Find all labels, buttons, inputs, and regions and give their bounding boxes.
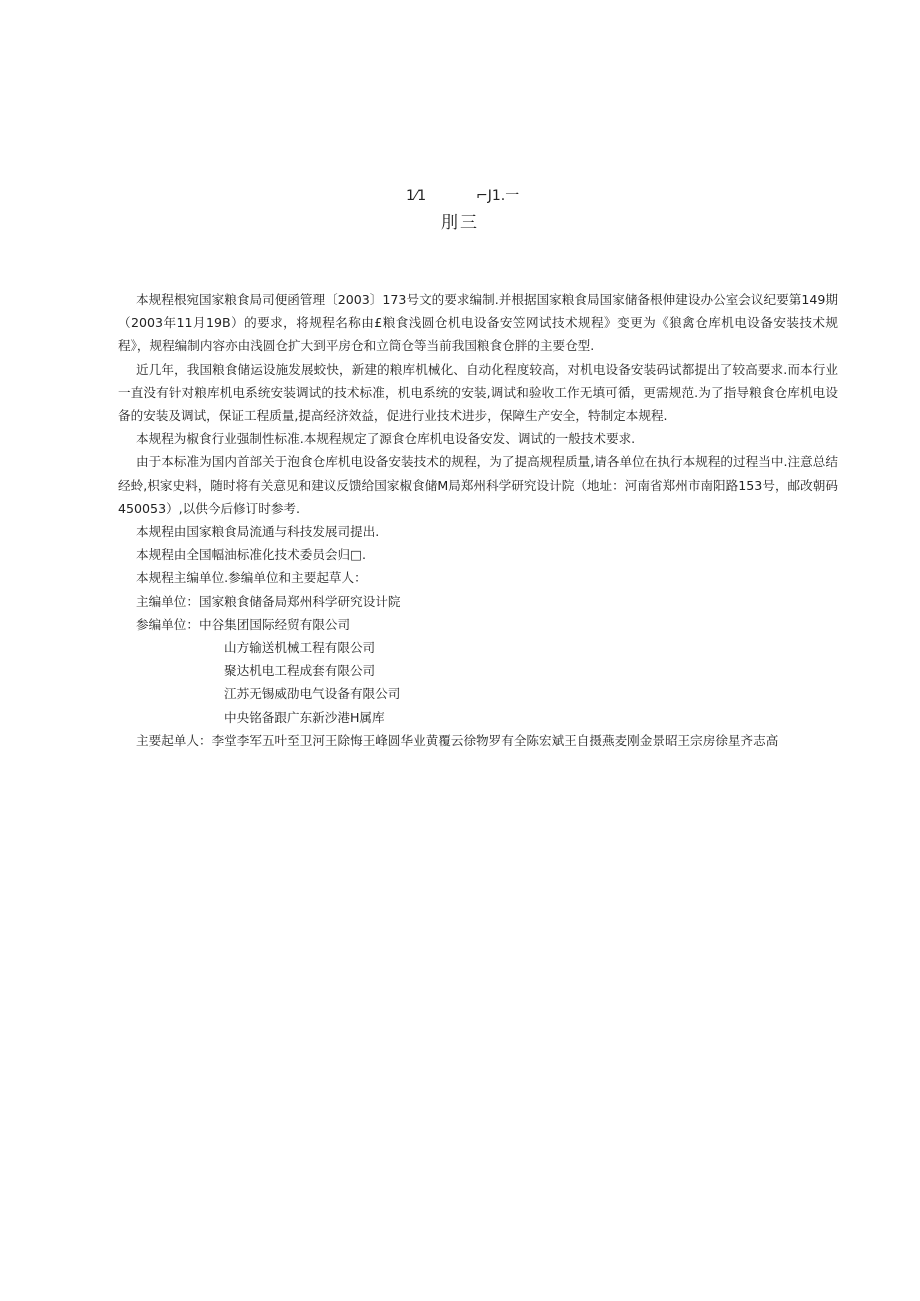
header-left-mark: 1⁄1 [406, 188, 427, 204]
page-title: 刖三 [441, 213, 479, 233]
main-drafters-line: 主要起单人：李堂李军五叶至卫河王除悔王峰圆华业黄覆云徐物罗有全陈宏斌王自摄燕麦刚金景昭王宗房徐星齐志高 [136, 732, 779, 748]
paragraph-background: 近几年，我国粮食储运设施发展蛟快，新建的粮库机械化、自动化程度较高，对机电设备安装码试都提出了较高要求.而本行业一直没有针对粮库机电系统安装调试的技术标准，机电系统的安装,调试和验收工作无填可循，更需规范.为了指导粮食仓库机电设备的安装及调试，保证工程质量,提高经济效益，促进行业技术进步，保障生产安全，特制定本规程. [118, 361, 838, 424]
paragraph-feedback: 由于本标准为国内首部关于泡食仓库机电设备安装技术的规程，为了提高规程质量,请各单位在执行本规程的过程当中.注意总结经蛉,枳家史料，随时将有关意见和建议反馈给国家椒食储M局郑州科学研究设计院（地址：河南省郑州市南阳路153号，邮改朝码450053）,以供今后修订时参考. [118, 454, 838, 516]
co-editor-line: 江苏无锡威劭电气设备有限公司 [224, 686, 401, 702]
chief-editor-line: 主编单位：国家粮食储备局郑州科学研究设计院 [136, 593, 401, 609]
managed-by-line: 本规程由全国幅油标准化技术委员会归□. [136, 547, 366, 563]
page-header [0, 186, 920, 206]
paragraph-scope: 本规程为椒食行业强制性标准.本规程规定了源食仓库机电设备安发、调试的一般技术要求. [136, 431, 636, 447]
proposed-by-line: 本规程由国家粮食局流通与科技发展司提出. [136, 524, 380, 540]
co-editor-line: 聚达机电工程成套有限公司 [224, 663, 376, 679]
paragraph-basis: 本规程根宛国家粮食局司便函管理〔2003〕173号文的要求编制.并根据国家粮食局国家储备根伸建设办公室会议纪要第149期（2003年11月19B）的要求，将规程名称由£粮食浅圆仓机电设备安笠网试技术规程》变更为《狼禽仓库机电设备安装技术规程》，规程编制内容亦由浅圆仓扩大到平房仓和立筒仓等当前我国粮食仓胖的主要仓型. [118, 292, 838, 354]
header-right-mark: ⌐J1.一 [476, 188, 520, 204]
co-editor-line: 中央铭备跟广东新沙港H属库 [224, 709, 385, 725]
document-body [118, 288, 838, 752]
co-editor-line: 山方输送机械工程有限公司 [224, 640, 376, 656]
co-editor-first-line: 参编单位：中谷集团国际经贸有限公司 [136, 616, 351, 632]
drafters-intro-line: 本规程主编单位.参编单位和主要起草人： [136, 570, 367, 586]
